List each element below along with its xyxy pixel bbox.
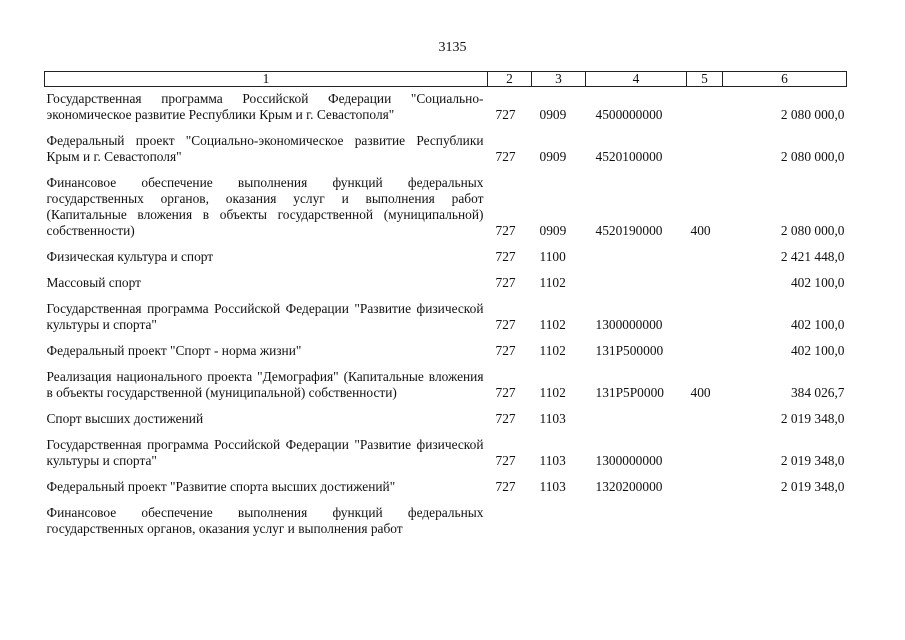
table-row bbox=[45, 363, 847, 405]
row-amount: 2 080 000,0 bbox=[780, 223, 845, 238]
row-admin-code: 727 bbox=[495, 385, 516, 400]
column-header-1: 1 bbox=[45, 72, 488, 87]
row-description: Физическая культура и спорт bbox=[46, 249, 214, 264]
row-target-code: 1300000000 bbox=[595, 453, 663, 468]
row-admin-code: 727 bbox=[495, 411, 516, 426]
table-row bbox=[45, 127, 847, 169]
table-row bbox=[45, 243, 847, 269]
row-amount: 2 019 348,0 bbox=[780, 411, 845, 426]
row-expense-type bbox=[687, 337, 723, 363]
row-admin-code bbox=[488, 499, 532, 541]
row-section-code: 0909 bbox=[539, 107, 567, 122]
row-section-code: 1102 bbox=[539, 317, 566, 332]
column-header-2: 2 bbox=[488, 72, 532, 87]
row-amount: 384 026,7 bbox=[790, 385, 845, 400]
row-description: Реализация национального проекта "Демография" (Капитальные вложения в объекты государственной (муниципальной) собственности) bbox=[46, 369, 484, 400]
row-target-code bbox=[586, 405, 687, 431]
row-amount: 2 080 000,0 bbox=[780, 149, 845, 164]
row-description: Финансовое обеспечение выполнения функций федеральных государственных органов, оказания услуг и выполнения работ (Капитальные вложения в объекты государственной (муниципальной) собственности) bbox=[46, 175, 484, 238]
row-section-code bbox=[532, 499, 586, 541]
column-header-4: 4 bbox=[586, 72, 687, 87]
row-expense-type bbox=[687, 405, 723, 431]
table-row bbox=[45, 169, 847, 243]
row-target-code bbox=[586, 499, 687, 541]
row-description: Финансовое обеспечение выполнения функций федеральных государственных органов, оказания услуг и выполнения работ bbox=[46, 505, 484, 536]
table-row bbox=[45, 87, 847, 128]
row-target-code: 4520100000 bbox=[595, 149, 663, 164]
row-admin-code: 727 bbox=[495, 107, 516, 122]
row-description: Федеральный проект "Социально-экономическое развитие Республики Крым и г. Севастополя" bbox=[46, 133, 484, 164]
row-expense-type bbox=[687, 269, 723, 295]
row-expense-type bbox=[687, 87, 723, 128]
column-header-3: 3 bbox=[532, 72, 586, 87]
column-header-5: 5 bbox=[687, 72, 723, 87]
row-section-code: 0909 bbox=[539, 223, 567, 238]
row-admin-code: 727 bbox=[495, 317, 516, 332]
table-row bbox=[45, 405, 847, 431]
row-amount: 2 019 348,0 bbox=[780, 479, 845, 494]
row-amount: 2 421 448,0 bbox=[780, 249, 845, 264]
row-section-code: 1102 bbox=[539, 275, 566, 290]
row-admin-code: 727 bbox=[495, 223, 516, 238]
row-amount: 402 100,0 bbox=[790, 317, 845, 332]
table-row bbox=[45, 499, 847, 541]
row-description: Федеральный проект "Спорт - норма жизни" bbox=[46, 343, 302, 358]
row-section-code: 1100 bbox=[539, 249, 566, 264]
row-section-code: 1103 bbox=[539, 453, 566, 468]
row-expense-type bbox=[687, 127, 723, 169]
row-section-code: 1102 bbox=[539, 385, 566, 400]
column-number-header bbox=[45, 72, 847, 87]
table-row bbox=[45, 269, 847, 295]
row-target-code: 4520190000 bbox=[595, 223, 663, 238]
row-description: Государственная программа Российской Федерации "Развитие физической культуры и спорта" bbox=[46, 301, 484, 332]
budget-table bbox=[44, 71, 847, 541]
row-admin-code: 727 bbox=[495, 479, 516, 494]
row-expense-type bbox=[687, 499, 723, 541]
row-target-code bbox=[586, 243, 687, 269]
row-amount: 402 100,0 bbox=[790, 343, 845, 358]
row-description: Спорт высших достижений bbox=[46, 411, 204, 426]
row-amount: 2 080 000,0 bbox=[780, 107, 845, 122]
row-admin-code: 727 bbox=[495, 149, 516, 164]
row-expense-type bbox=[687, 473, 723, 499]
row-section-code: 1102 bbox=[539, 343, 566, 358]
row-target-code: 131P5P0000 bbox=[595, 385, 664, 400]
row-target-code: 4500000000 bbox=[595, 107, 663, 122]
table-row bbox=[45, 295, 847, 337]
row-description: Массовый спорт bbox=[46, 275, 141, 290]
table-row bbox=[45, 473, 847, 499]
row-description: Государственная программа Российской Федерации "Социально-экономическое развитие Республики Крым и г. Севастополя" bbox=[46, 91, 484, 122]
row-section-code: 0909 bbox=[539, 149, 567, 164]
row-admin-code: 727 bbox=[495, 453, 516, 468]
column-header-6: 6 bbox=[723, 72, 847, 87]
row-section-code: 1103 bbox=[539, 411, 566, 426]
row-target-code: 131P500000 bbox=[595, 343, 664, 358]
row-expense-type: 400 bbox=[690, 385, 711, 400]
row-admin-code: 727 bbox=[495, 275, 516, 290]
row-admin-code: 727 bbox=[495, 249, 516, 264]
row-target-code: 1320200000 bbox=[595, 479, 663, 494]
row-admin-code: 727 bbox=[495, 343, 516, 358]
row-target-code: 1300000000 bbox=[595, 317, 663, 332]
page-number: 3135 bbox=[438, 40, 467, 55]
row-target-code bbox=[586, 269, 687, 295]
row-expense-type: 400 bbox=[690, 223, 711, 238]
row-section-code: 1103 bbox=[539, 479, 566, 494]
row-description: Государственная программа Российской Федерации "Развитие физической культуры и спорта" bbox=[46, 437, 484, 468]
row-amount: 2 019 348,0 bbox=[780, 453, 845, 468]
row-amount: 402 100,0 bbox=[790, 275, 845, 290]
row-expense-type bbox=[687, 431, 723, 473]
row-description: Федеральный проект "Развитие спорта высших достижений" bbox=[46, 479, 396, 494]
table-row bbox=[45, 431, 847, 473]
table-row bbox=[45, 337, 847, 363]
row-expense-type bbox=[687, 295, 723, 337]
row-expense-type bbox=[687, 243, 723, 269]
row-amount bbox=[723, 499, 847, 541]
